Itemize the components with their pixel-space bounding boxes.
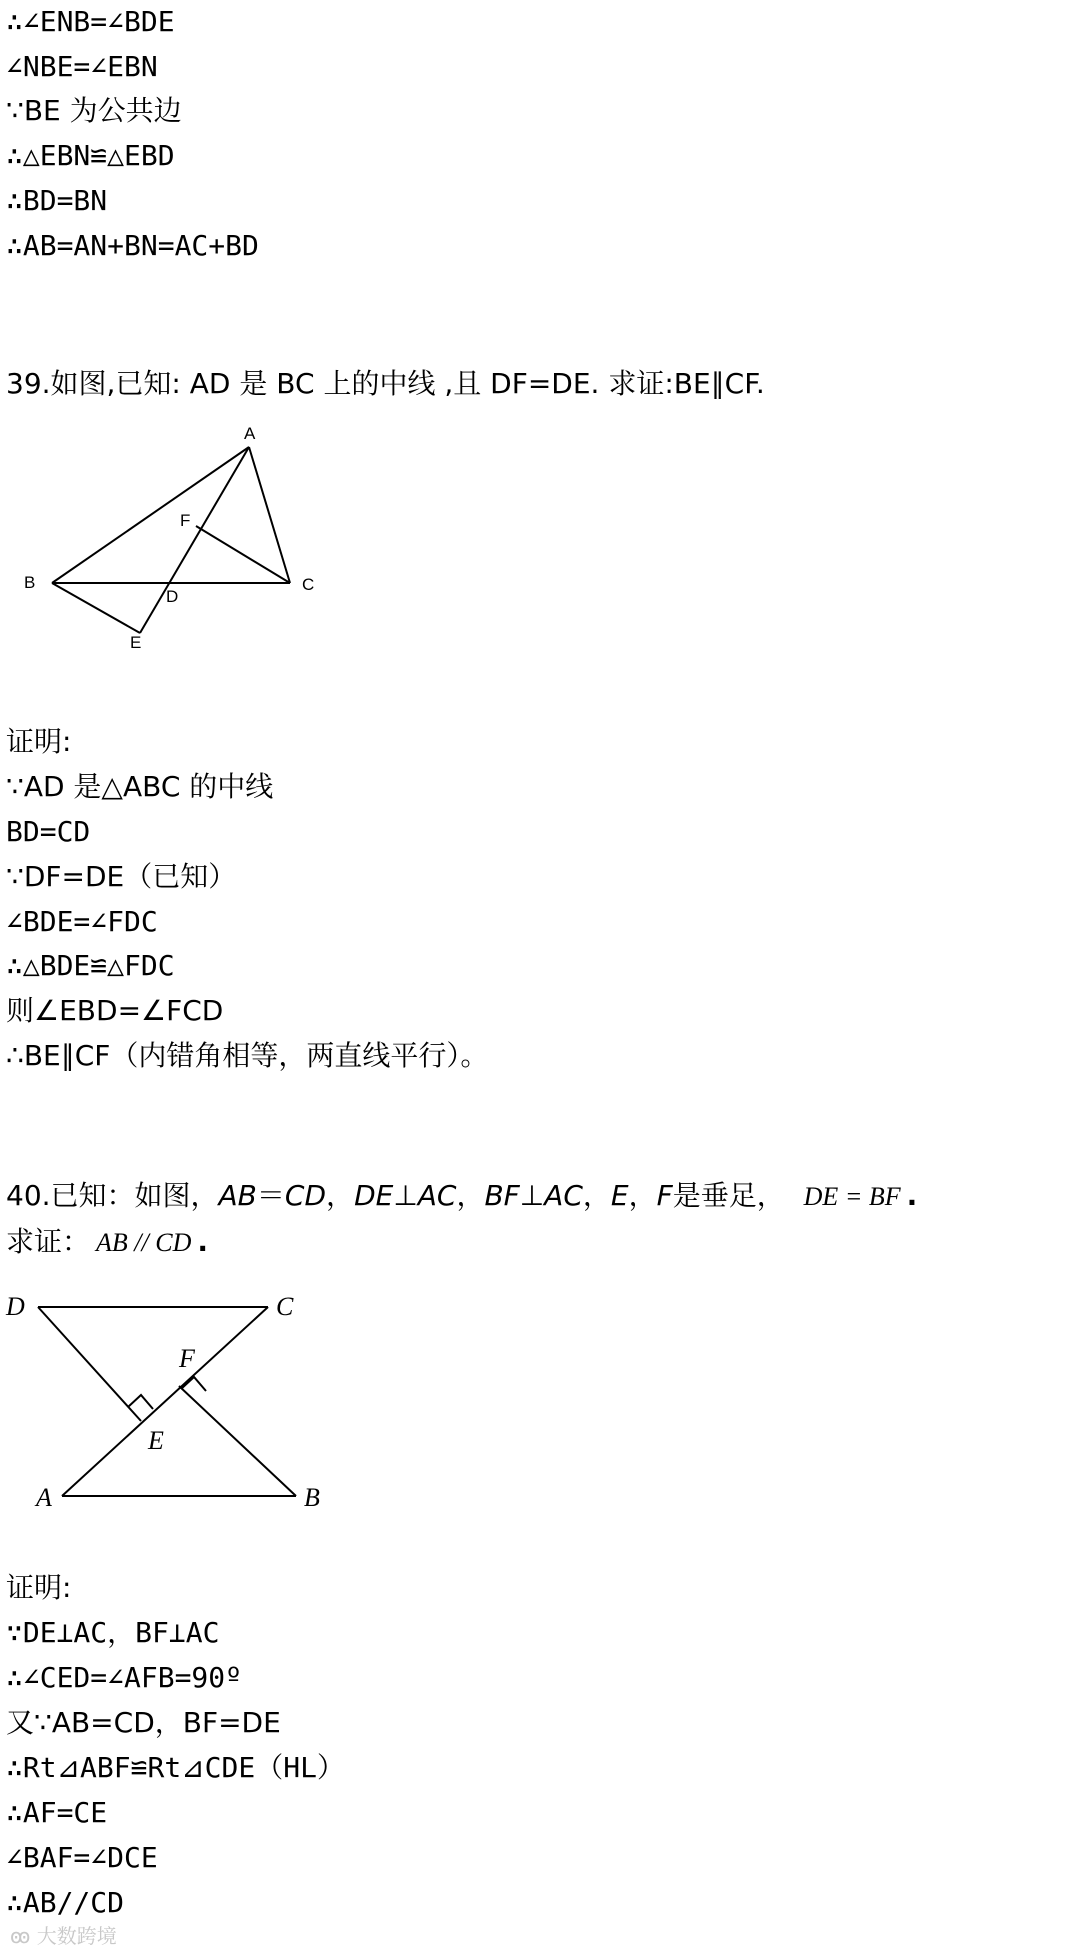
q40-perp: ⊥ bbox=[519, 1179, 545, 1212]
q40-eq: ＝ bbox=[256, 1179, 285, 1212]
q40-prove-end: . bbox=[197, 1225, 208, 1258]
proof-line: ∴BD=BN bbox=[6, 184, 108, 217]
q40-perp: ⊥ bbox=[393, 1179, 418, 1212]
q40-end: . bbox=[906, 1179, 918, 1212]
q39-label-a: A bbox=[244, 424, 256, 443]
q39-proof-line: ∵AD 是△ABC 的中线 bbox=[6, 770, 274, 803]
q39-label-c: C bbox=[302, 575, 315, 594]
q40-proof-line: ∴∠CED=∠AFB=90º bbox=[6, 1661, 243, 1694]
q40-label-c: C bbox=[276, 1292, 294, 1321]
q40-figure bbox=[0, 1285, 340, 1515]
q39-proof-line: 证明: bbox=[6, 725, 72, 758]
proof-line: ∵BE 为公共边 bbox=[6, 94, 182, 127]
proof-line: ∴∠ENB=∠BDE bbox=[6, 5, 175, 38]
proof-line: ∴AB=AN+BN=AC+BD bbox=[6, 229, 259, 262]
q40-sep: ， bbox=[326, 1179, 355, 1212]
q40-ab: AB bbox=[218, 1179, 257, 1212]
q40-prove-formula: AB // CD bbox=[96, 1228, 192, 1257]
q40-label-e: E bbox=[148, 1426, 164, 1455]
q40-label-b: B bbox=[304, 1483, 320, 1512]
q39-proof-line: ∠BDE=∠FDC bbox=[6, 905, 158, 938]
q40-label-f: F bbox=[179, 1344, 195, 1373]
q39-label-e-text: E bbox=[130, 633, 142, 652]
q40-tail: 是垂足， bbox=[672, 1179, 785, 1212]
q40-sep: ， bbox=[628, 1179, 657, 1212]
q39-label-b: B bbox=[24, 573, 36, 592]
q39-proof-line: ∴BE∥CF（内错角相等，两直线平行）。 bbox=[6, 1039, 489, 1072]
proof-line: ∠NBE=∠EBN bbox=[6, 50, 158, 83]
watermark-logo-icon: ꙭ bbox=[10, 1924, 31, 1948]
q39-proof-line: BD=CD bbox=[6, 815, 91, 848]
q40-cd: CD bbox=[284, 1179, 327, 1212]
q39-statement: 39.如图,已知: AD 是 BC 上的中线 ,且 DF=DE. 求证:BE∥CF. bbox=[6, 367, 765, 400]
watermark bbox=[10, 1920, 117, 1949]
q40-proof-line: ∠BAF=∠DCE bbox=[6, 1841, 158, 1874]
q40-sep: ， bbox=[456, 1179, 485, 1212]
q40-sep: ， bbox=[582, 1179, 611, 1212]
q40-e: E bbox=[610, 1179, 629, 1212]
q40-statement-prefix: 40.已知：如图， bbox=[6, 1179, 219, 1212]
proof-line: ∴△EBN≌△EBD bbox=[6, 139, 175, 172]
q39-label-d: D bbox=[166, 587, 179, 606]
q40-proof-line: ∴Rt⊿ABF≌Rt⊿CDE（HL） bbox=[6, 1751, 345, 1784]
q40-bf: BF bbox=[484, 1179, 520, 1212]
q40-label-a: A bbox=[36, 1483, 52, 1512]
q39-proof-line: ∴△BDE≌△FDC bbox=[6, 949, 175, 982]
q40-prove-label: 求证： bbox=[6, 1225, 91, 1258]
q39-figure bbox=[20, 418, 340, 638]
watermark-text: 大数跨境 bbox=[36, 1924, 117, 1948]
q39-label-f: F bbox=[180, 511, 191, 530]
q40-statement bbox=[6, 1178, 917, 1215]
q40-proof-line: 证明: bbox=[6, 1571, 72, 1604]
q39-proof-line: ∵DF=DE（已知） bbox=[6, 860, 237, 893]
q40-f: F bbox=[656, 1179, 673, 1212]
q40-ac: AC bbox=[544, 1179, 583, 1212]
q40-proof-line: ∴AB//CD bbox=[6, 1886, 125, 1919]
q40-proof-line: 又∵AB=CD，BF=DE bbox=[6, 1706, 281, 1739]
q40-de: DE bbox=[354, 1179, 394, 1212]
q40-proof-line: ∵DE⊥AC，BF⊥AC bbox=[6, 1616, 220, 1649]
q40-formula: DE = BF bbox=[803, 1182, 901, 1211]
q40-proof-line: ∴AF=CE bbox=[6, 1796, 108, 1829]
q40-prove bbox=[6, 1224, 208, 1261]
q40-ac: AC bbox=[417, 1179, 457, 1212]
q39-proof-line: 则∠EBD=∠FCD bbox=[6, 994, 224, 1027]
q40-label-d: D bbox=[6, 1292, 25, 1321]
